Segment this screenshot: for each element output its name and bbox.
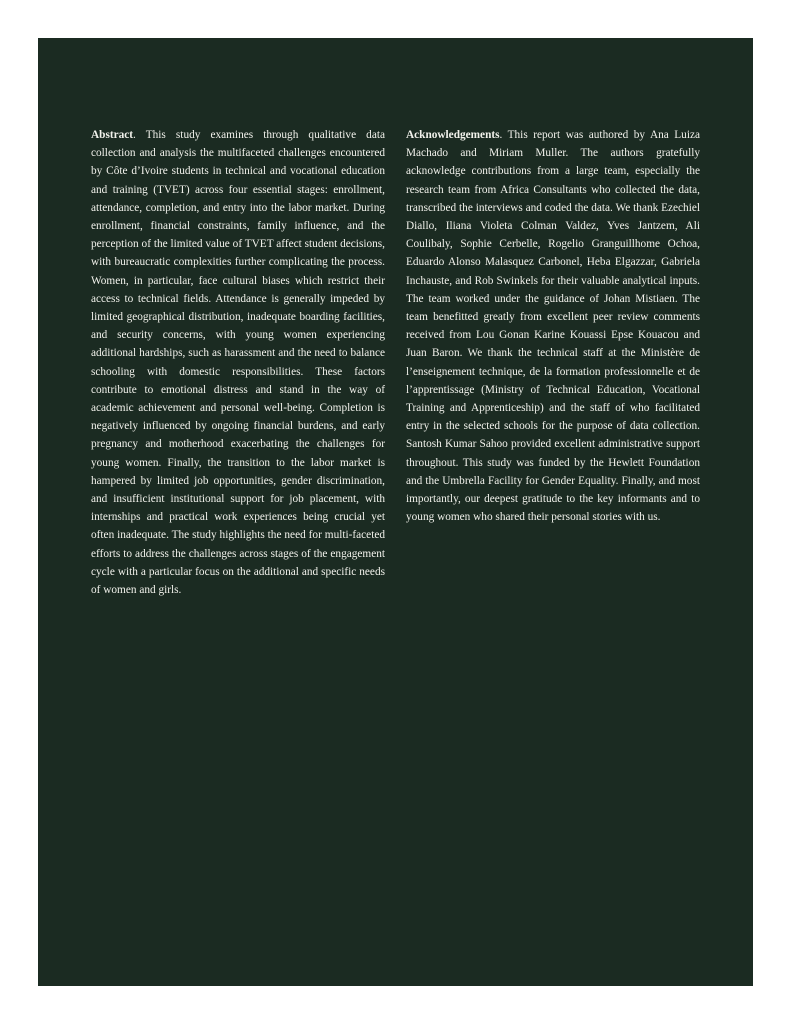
content-panel [38,38,753,986]
abstract-section [91,126,385,599]
acknowledgements-section [406,126,700,526]
abstract-heading: Abstract [91,129,134,141]
acknowledgements-text: . This report was authored by Ana Luiza Machado and Miriam Muller. The authors gratefully acknowledge contributions from a large team, especially the research team from Africa Consultants who collected the data, transcribed the interviews and coded the data. We thank Ezechiel Diallo, Iliana Violeta Colman Valdez, Yves Jantzem, Ali Coulibaly, Sophie Cerbelle, Rogelio Granguillhome Ochoa, Eduardo Alonso Malasquez Carbonel, Heba Elgazzar, Gabriela Inchauste, and Rob Swinkels for their valuable analytical inputs. The team worked under the guidance of Johan Mistiaen. The team benefitted greatly from excellent peer review comments received from Lou Gonan Karine Kouassi Epse Kouacou and Juan Baron. We thank the technical staff at the Ministère de l’enseignement technique, de la formation professionnelle et de l’apprentissage (Ministry of Technical Education, Vocational Training and Apprenticeship) and the staff of who facilitated entry in the selected schools for the purpose of data collection. Santosh Kumar Sahoo provided excellent administrative support throughout. This study was funded by the Hewlett Foundation and the Umbrella Facility for Gender Equality. Finally, and most importantly, our deepest gratitude to the key informants and to young women who shared their personal stories with us. [406,129,700,524]
acknowledgements-heading: Acknowledgements [406,129,500,141]
abstract-text: . This study examines through qualitative data collection and analysis the multifaceted challenges encountered by Côte d’Ivoire students in technical and vocational education and training (TVET) across four essential stages: enrollment, attendance, completion, and entry into the labor market. During enrollment, financial constraints, family influence, and the perception of the limited value of TVET affect student decisions, with bureaucratic complexities further complicating the process. Women, in particular, face cultural biases which restrict their access to technical fields. Attendance is generally impeded by limited geographical distribution, inadequate boarding facilities, and security concerns, with young women experiencing additional hardships, such as harassment and the need to balance schooling with domestic responsibilities. These factors contribute to emotional distress and stand in the way of academic achievement and personal well-being. Completion is negatively influenced by ongoing financial burdens, and early pregnancy and motherhood exacerbating the challenges for young women. Finally, the transition to the labor market is hampered by limited job opportunities, gender discrimination, and insufficient institutional support for job placement, with internships and practical work experiences being crucial yet often inadequate. The study highlights the need for multi-faceted efforts to address the challenges across stages of the engagement cycle with a particular focus on the additional and specific needs of women and girls. [91,129,385,597]
